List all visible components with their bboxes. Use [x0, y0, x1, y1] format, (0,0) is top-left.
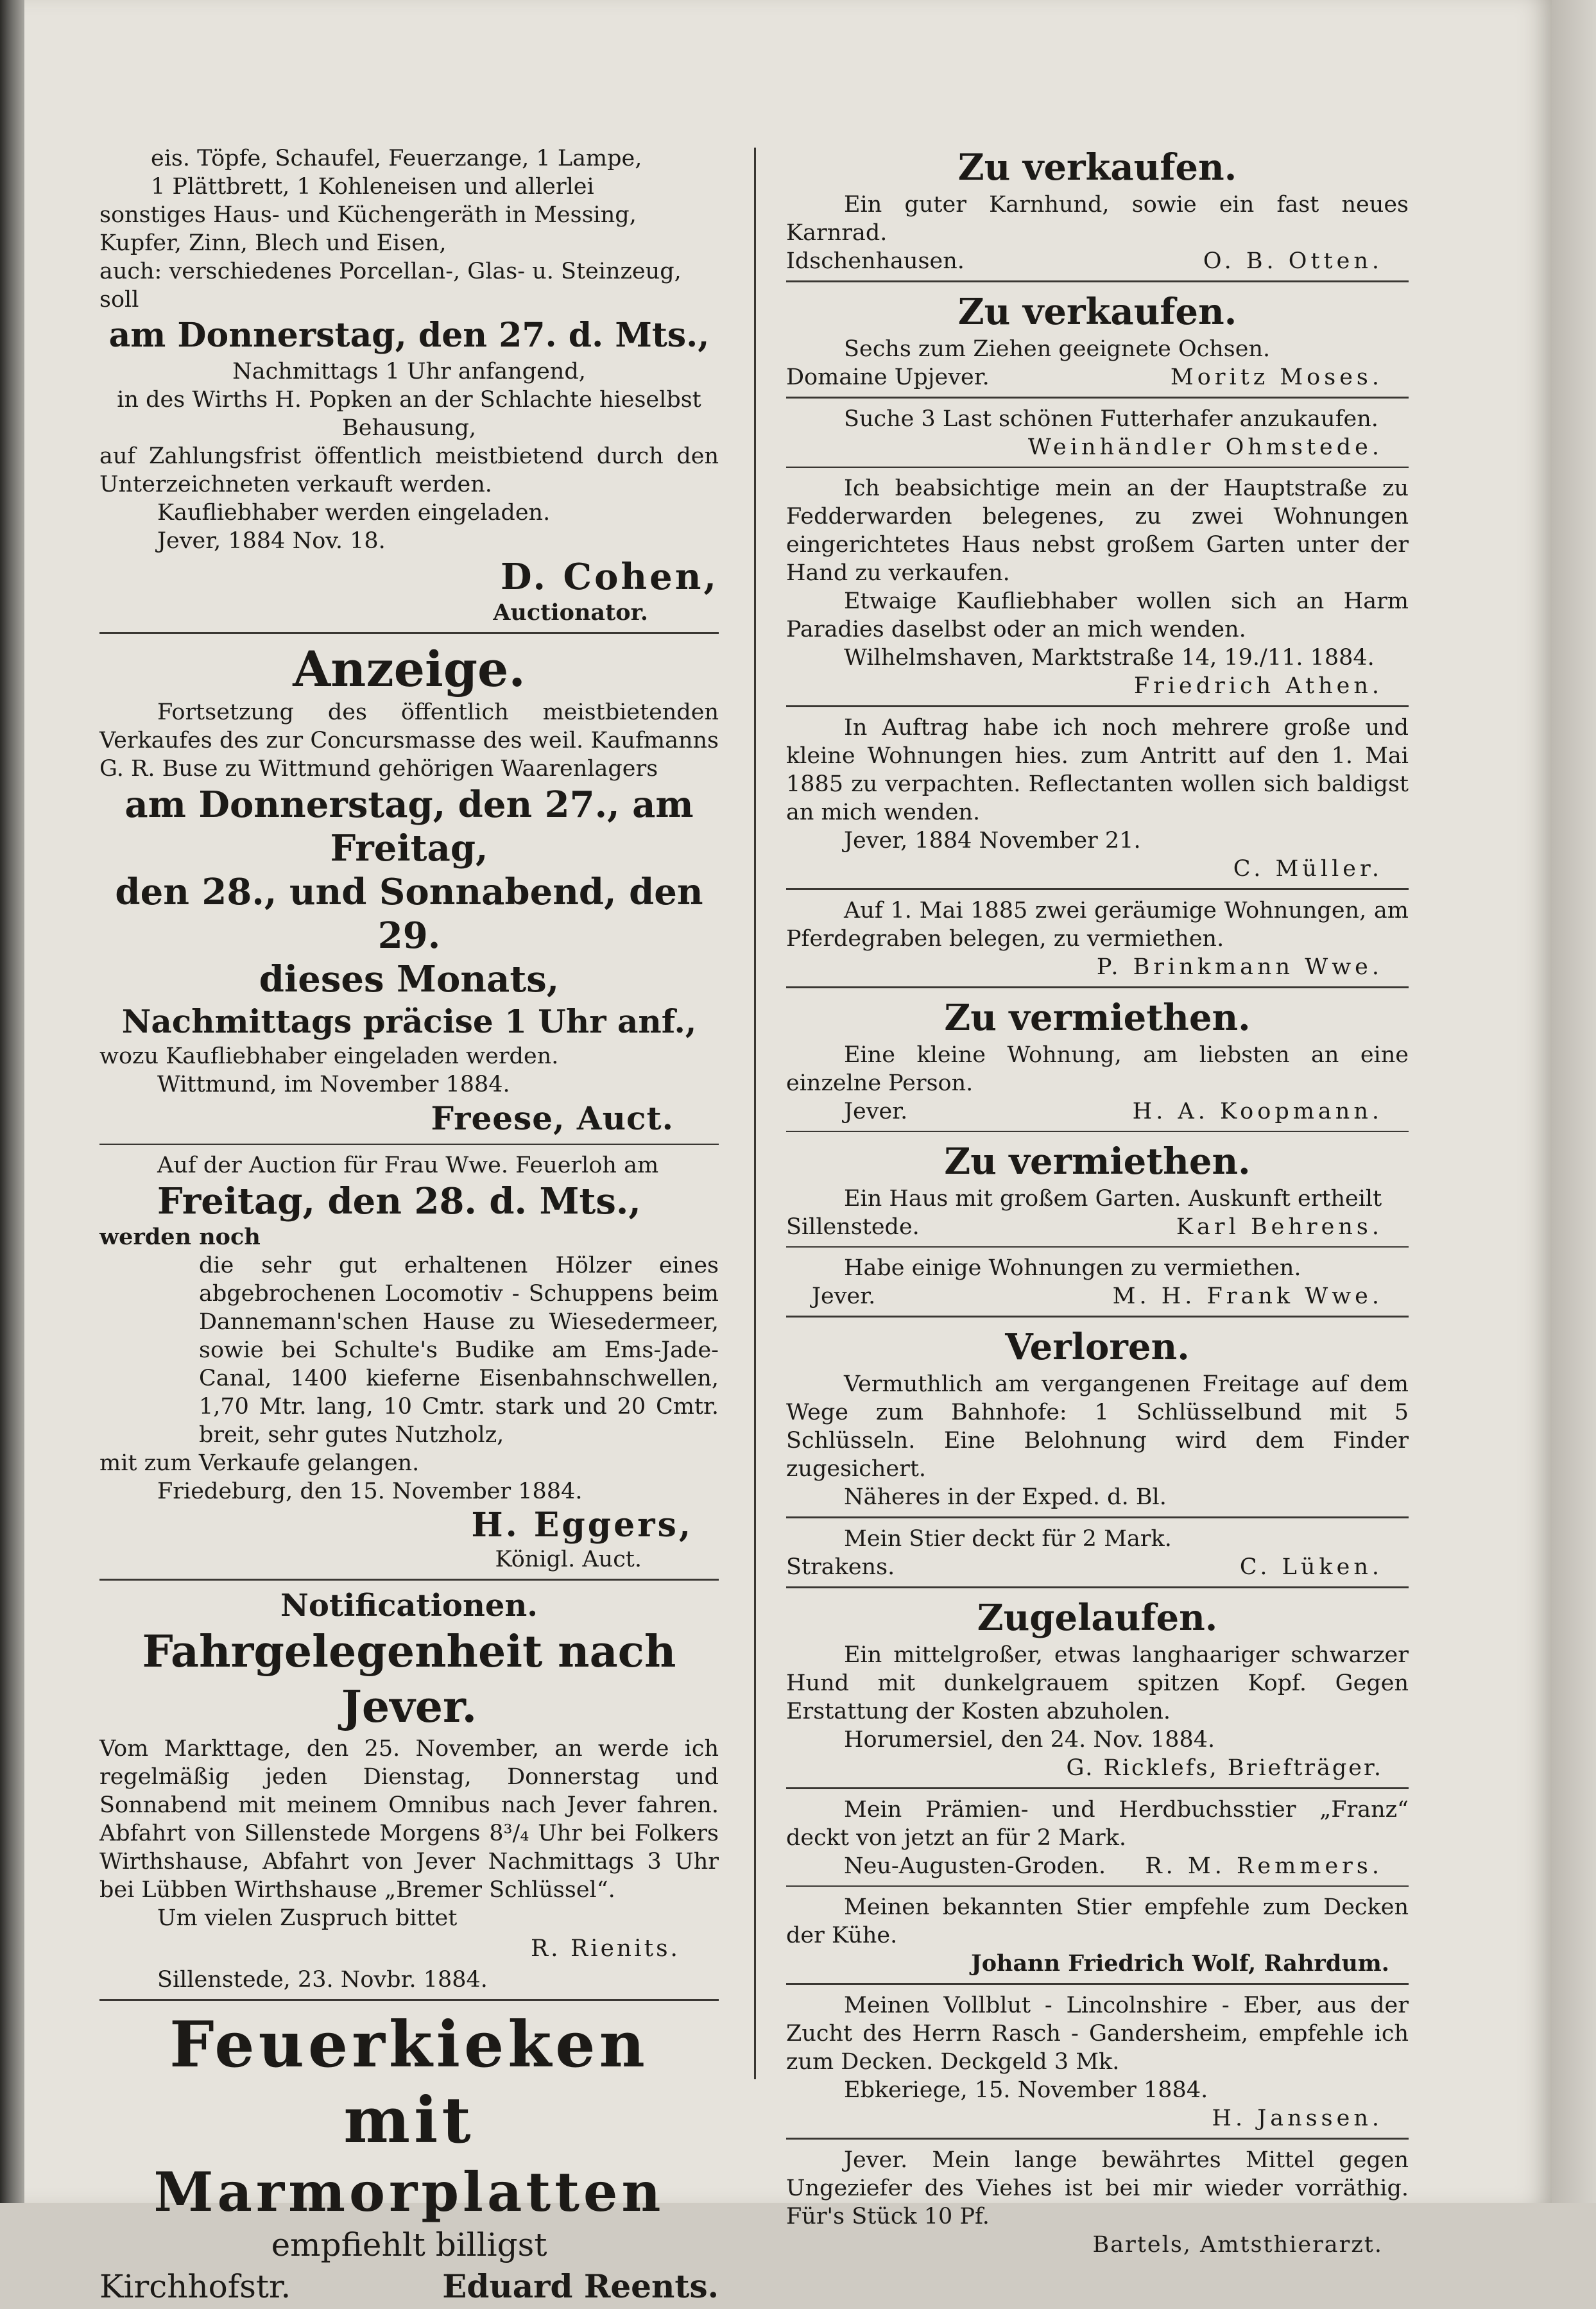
place-date: Ebkeriege, 15. November 1884.	[844, 2077, 1208, 2103]
ad-body: Ein guter Karnhund, sowie ein fast neues Karnrad.	[786, 192, 1409, 246]
ad-heading: Verloren.	[1005, 1326, 1190, 1368]
ad-wolf	[786, 1893, 1409, 1978]
ad-heading: Zu vermiethen.	[944, 1140, 1251, 1183]
text-line: Um vielen Zuspruch bittet	[157, 1905, 458, 1931]
ad-name: C. Lüken.	[1239, 1554, 1383, 1580]
ad-haus-fedderwarden	[786, 474, 1409, 700]
text-line: in des Wirths H. Popken an der Schlachte hieselbst	[117, 387, 701, 413]
ad-footer	[786, 1852, 1409, 1880]
right-column	[786, 144, 1409, 2259]
ad-body: Mein Prämien- und Herdbuchsstier „Franz“ deckt von jetzt an für 2 Mark.	[786, 1797, 1409, 1851]
ad-footer	[786, 1282, 1409, 1310]
separator	[786, 986, 1409, 988]
street-name: Kirchhofstr.	[99, 2268, 291, 2305]
ad-bartels	[786, 2146, 1409, 2259]
ad-cohen	[99, 144, 719, 627]
ad-body: Habe einige Wohnungen zu vermiethen.	[844, 1255, 1301, 1281]
product-line: Marmorplatten	[153, 2160, 665, 2224]
ad-footer	[786, 1213, 1409, 1241]
page-edge	[1552, 0, 1596, 2203]
ad-feuerloh	[99, 1151, 719, 1574]
text-line: Nachmittags 1 Uhr anfangend,	[232, 359, 586, 384]
ad-frank	[786, 1254, 1409, 1310]
ad-anzeige	[99, 640, 719, 1138]
ad-name: O. B. Otten.	[1203, 248, 1383, 274]
signature-title: Königl. Auct.	[495, 1547, 642, 1572]
ad-pferdegraben	[786, 897, 1409, 981]
place-date: Jever, 1884 November 21.	[844, 828, 1141, 854]
signature: D. Cohen,	[500, 556, 719, 598]
ad-name: G. Ricklefs, Briefträger.	[1066, 1755, 1383, 1781]
ad-title: Fahrgelegenheit nach Jever.	[142, 1626, 676, 1733]
ad-body: Sechs zum Ziehen geeignete Ochsen.	[844, 336, 1271, 362]
ad-reents	[99, 2007, 719, 2309]
separator	[786, 1131, 1409, 1132]
place-date: Horumersiel, den 24. Nov. 1884.	[844, 1727, 1215, 1753]
ad-name: Moritz Moses.	[1170, 365, 1383, 390]
place-date: Friedeburg, den 15. November 1884.	[157, 1479, 583, 1504]
separator	[786, 1983, 1409, 1985]
sale-dates: den 28., und Sonnabend, den 29.	[115, 871, 703, 957]
ad-body: Vom Markttage, den 25. November, an werde ich regelmäßig jeden Dienstag, Donnerstag und Sonnabend mit meinem Omnibus nach Jever fahren. Abfahrt von Sillenstede Morgens 8³/₄ Uhr bei Folkers Wirthshause, Abfahrt von Jever Nachmittags 3 Uhr bei Lübben Wirthshause „Bremer Schlüssel“.	[99, 1736, 719, 1903]
place-date: Jever, 1884 Nov. 18.	[157, 528, 386, 554]
signature: H. Eggers,	[471, 1506, 693, 1545]
text-line: sonstiges Haus- und Küchengeräth in Messing,	[99, 202, 637, 228]
ad-place: Domaine Upjever.	[786, 365, 990, 390]
ad-zugelaufen	[786, 1595, 1409, 1782]
text-line: eis. Töpfe, Schaufel, Feuerzange, 1 Lampe,	[151, 146, 642, 171]
ad-verkaufen-2	[786, 289, 1409, 391]
sale-dates: dieses Monats,	[259, 958, 560, 1000]
ad-place: Sillenstede.	[786, 1214, 920, 1240]
separator	[786, 280, 1409, 282]
sale-time: Nachmittags präcise 1 Uhr anf.,	[121, 1002, 697, 1040]
ad-verkaufen-1	[786, 144, 1409, 275]
ad-heading: Zu verkaufen.	[957, 146, 1237, 189]
ad-name: Karl Behrens.	[1176, 1214, 1383, 1240]
ad-body: Ich beabsichtige mein an der Hauptstraße zu Fedderwarden belegenes, zu zwei Wohnungen eingerichtetes Haus nebst großem Garten unter der Hand zu verkaufen.	[786, 476, 1409, 586]
product-line: empfiehlt billigst	[271, 2226, 547, 2263]
ad-place: Jever.	[812, 1283, 876, 1309]
merchant-name: Eduard Reents.	[442, 2267, 719, 2305]
ad-footer	[786, 363, 1409, 391]
ad-wohnungen-mueller	[786, 714, 1409, 883]
ad-notificationen	[99, 1587, 719, 1994]
ad-body: die sehr gut erhaltenen Hölzer eines abgebrochenen Locomotiv - Schuppens beim Dannemann'schen Hause zu Wiesedermeer, sowie bei Schulte's Budike am Ems-Jade-Canal, 1400 kieferne Eisenbahnschwellen, 1,70 Mtr. lang, 10 Cmtr. stark und 20 Cmtr. breit, sehr gutes Nutzholz,	[199, 1253, 719, 1448]
ad-name: P. Brinkmann Wwe.	[1096, 954, 1383, 980]
ad-invite: Kaufliebhaber werden eingeladen.	[157, 500, 551, 526]
separator	[786, 1787, 1409, 1789]
ad-heading: Zu vermiethen.	[944, 997, 1251, 1039]
ad-verloren	[786, 1324, 1409, 1511]
ad-footer	[786, 1553, 1409, 1581]
ad-name: C. Müller.	[1233, 856, 1383, 882]
separator	[786, 1586, 1409, 1588]
ad-name: Johann Friedrich Wolf, Rahrdum.	[971, 1950, 1389, 1977]
ad-vermiethen-1	[786, 995, 1409, 1126]
ad-intro: Auf der Auction für Frau Wwe. Feuerloh am	[157, 1153, 659, 1178]
ad-body: Meinen Vollblut - Lincolnshire - Eber, aus der Zucht des Herrn Rasch - Gandersheim, empfehle ich zum Decken. Deckgeld 3 Mk.	[786, 1993, 1409, 2075]
sale-dates: am Donnerstag, den 27., am Freitag,	[124, 784, 694, 870]
left-column	[99, 144, 719, 2309]
ad-franz	[786, 1796, 1409, 1880]
ad-body: Ein mittelgroßer, etwas langhaariger schwarzer Hund mit dunkelgrauem spitzen Kopf. Gegen Erstattung der Kosten abzuholen.	[786, 1642, 1409, 1724]
signature: R. Rienits.	[531, 1936, 680, 1962]
separator	[786, 1516, 1409, 1518]
separator	[786, 397, 1409, 399]
text-line: soll	[99, 287, 139, 313]
binding-edge	[0, 0, 24, 2203]
ad-body: Suche 3 Last schönen Futterhafer anzukaufen.	[844, 406, 1378, 432]
ad-body: Auf 1. Mai 1885 zwei geräumige Wohnungen, am Pferdegraben belegen, zu vermiethen.	[786, 898, 1409, 952]
signature: Freese, Auct.	[431, 1099, 674, 1137]
ad-name: R. M. Remmers.	[1145, 1853, 1383, 1879]
text-line: Kupfer, Zinn, Blech und Eisen,	[99, 230, 447, 256]
place-date: Wilhelmshaven, Marktstraße 14, 19./11. 1884.	[844, 645, 1375, 671]
ad-footer	[786, 247, 1409, 275]
place-date: Sillenstede, 23. Novbr. 1884.	[157, 1967, 488, 1993]
ad-body: Jever. Mein lange bewährtes Mittel gegen Ungeziefer des Viehes ist bei mir wieder vorräthig. Für's Stück 10 Pf.	[786, 2147, 1409, 2229]
column-divider	[754, 148, 756, 2079]
ad-name: Bartels, Amtsthierarzt.	[1092, 2232, 1383, 2258]
ad-name: Weinhändler Ohmstede.	[1027, 434, 1383, 460]
ad-stier-lueken	[786, 1525, 1409, 1581]
auction-date: Freitag, den 28. d. Mts.,	[157, 1180, 641, 1223]
ad-body: Vermuthlich am vergangenen Freitage auf dem Wege zum Bahnhofe: 1 Schlüsselbund mit 5 Schlüsseln. Eine Belohnung wird dem Finder zugesichert.	[786, 1371, 1409, 1482]
text-line: mit zum Verkaufe gelangen.	[99, 1450, 420, 1476]
ad-heading: Zugelaufen.	[977, 1597, 1218, 1639]
ad-body: Fortsetzung des öffentlich meistbietenden Verkaufes des zur Concursmasse des weil. Kaufmanns G. R. Buse zu Wittmund gehörigen Waarenlagers	[99, 700, 719, 782]
separator	[99, 1579, 719, 1581]
ad-body: Mein Stier deckt für 2 Mark.	[844, 1526, 1172, 1552]
ad-vermiethen-2	[786, 1138, 1409, 1241]
ad-name: M. H. Frank Wwe.	[1112, 1283, 1383, 1309]
ad-body: Ein Haus mit großem Garten. Auskunft ertheilt	[844, 1186, 1382, 1212]
separator	[786, 1885, 1409, 1887]
product-line: Feuerkieken mit	[169, 2008, 649, 2158]
text-line: werden noch	[99, 1224, 261, 1250]
auction-date: am Donnerstag, den 27. d. Mts.,	[108, 316, 710, 355]
ad-heading: Anzeige.	[293, 640, 526, 698]
ad-body: auf Zahlungsfrist öffentlich meistbietend durch den Unterzeichneten verkauft werden.	[99, 443, 719, 497]
text-line: Behausung,	[342, 415, 476, 441]
ad-body: Meinen bekannten Stier empfehle zum Decken der Kühe.	[786, 1894, 1409, 1948]
separator	[786, 888, 1409, 890]
text-line: auch: verschiedenes Porcellan-, Glas- u. Steinzeug,	[99, 259, 682, 284]
separator	[786, 2138, 1409, 2140]
ad-place: Neu-Augusten-Groden.	[844, 1853, 1106, 1879]
ad-place: Strakens.	[786, 1554, 895, 1580]
ad-note: Näheres in der Exped. d. Bl.	[844, 1484, 1167, 1510]
separator	[786, 705, 1409, 707]
ad-body: Eine kleine Wohnung, am liebsten an eine einzelne Person.	[786, 1042, 1409, 1096]
separator	[99, 632, 719, 634]
ad-name: H. Janssen.	[1212, 2106, 1383, 2131]
ad-invite: wozu Kaufliebhaber eingeladen werden.	[99, 1043, 559, 1069]
ad-place: Idschenhausen.	[786, 248, 965, 274]
ad-footer	[786, 1097, 1409, 1126]
ad-place: Jever.	[844, 1099, 908, 1124]
separator	[99, 1144, 719, 1145]
separator	[99, 1999, 719, 2001]
ad-eber	[786, 1991, 1409, 2133]
separator	[786, 1246, 1409, 1248]
ad-name: Friedrich Athen.	[1133, 673, 1383, 699]
ad-body: Etwaige Kaufliebhaber wollen sich an Harm Paradies daselbst oder an mich wenden.	[786, 588, 1409, 642]
merchant-row	[99, 2264, 719, 2309]
signature-title: Auctionator.	[493, 599, 648, 626]
separator	[786, 467, 1409, 468]
ad-futterhafer	[786, 405, 1409, 461]
text-line: 1 Plättbrett, 1 Kohleneisen und allerlei	[151, 174, 594, 200]
separator	[786, 1316, 1409, 1318]
section-heading: Notificationen.	[280, 1588, 538, 1624]
ad-name: H. A. Koopmann.	[1132, 1099, 1383, 1124]
place-date: Wittmund, im November 1884.	[157, 1072, 510, 1097]
ad-body: In Auftrag habe ich noch mehrere große und kleine Wohnungen hies. zum Antritt auf den 1. Mai 1885 zu verpachten. Reflectanten wollen sich baldigst an mich wenden.	[786, 715, 1409, 825]
ad-heading: Zu verkaufen.	[957, 291, 1237, 333]
